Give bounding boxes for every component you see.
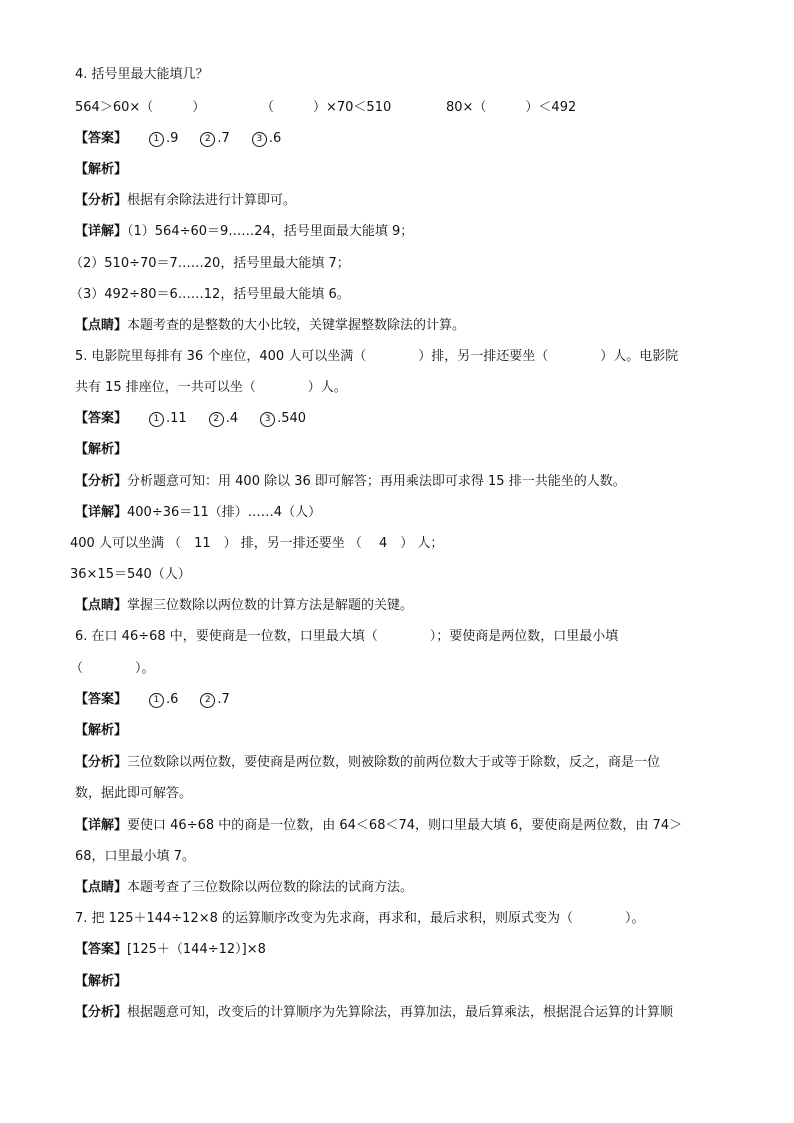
xiangjie-text: 要使口 46÷68 中的商是一位数，由 64＜68＜74，则口里最大填 6，要使商是两位数，由 74＞ bbox=[127, 818, 683, 833]
q6-dianjing bbox=[75, 879, 413, 897]
q4-expr2: （ ）×70＜510 bbox=[261, 100, 392, 115]
q5-analysis-tag: 【解析】 bbox=[75, 442, 128, 457]
xiangjie-tag: 【详解】 bbox=[75, 818, 128, 833]
dianjing-tag: 【点睛】 bbox=[75, 318, 128, 333]
answer-value: .7 bbox=[217, 692, 230, 707]
answer-item bbox=[149, 410, 187, 428]
q6-xiangjie-2: 68，口里最小填 7。 bbox=[75, 849, 195, 864]
answer-item bbox=[200, 130, 229, 148]
q7-analysis-tag: 【解析】 bbox=[75, 974, 128, 989]
answer-tag: 【答案】 bbox=[75, 692, 128, 707]
q4-expressions bbox=[75, 99, 576, 117]
answer-value: .9 bbox=[166, 131, 179, 146]
q7-fenxi bbox=[75, 1004, 673, 1022]
q5-answer bbox=[75, 410, 306, 428]
answer-item bbox=[200, 691, 229, 709]
answer-item bbox=[209, 410, 238, 428]
circled-number: 3 bbox=[260, 412, 275, 427]
fenxi-text: 根据题意可知，改变后的计算顺序为先算除法，再算加法，最后算乘法，根据混合运算的计算顺 bbox=[127, 1005, 674, 1020]
q5-xiangjie bbox=[75, 504, 321, 522]
q5-fenxi bbox=[75, 473, 626, 491]
answer-item bbox=[149, 130, 178, 148]
answer-value: .4 bbox=[225, 411, 239, 426]
q5-dianjing bbox=[75, 597, 413, 615]
xiangjie-tag: 【详解】 bbox=[75, 224, 128, 239]
fenxi-text: 分析题意可知：用 400 除以 36 即可解答；再用乘法即可求得 15 排一共能坐的人数。 bbox=[127, 474, 626, 489]
q5-xiangjie-2: 400 人可以坐满 （ 11 ） 排，另一排还要坐 （ 4 ） 人； bbox=[70, 536, 444, 551]
answer-item bbox=[252, 130, 281, 148]
q7-title: 7. 把 125＋144÷12×8 的运算顺序改变为先求商，再求和，最后求积，则原式变为（ ）。 bbox=[75, 911, 645, 926]
q4-title: 4. 括号里最大能填几？ bbox=[75, 67, 209, 82]
answer-item bbox=[149, 691, 178, 709]
q7-answer bbox=[75, 941, 266, 959]
answer-value: .11 bbox=[166, 411, 187, 426]
q5-title-1: 5. 电影院里每排有 36 个座位，400 人可以坐满（ ）排，另一排还要坐（ ）人。电影院 bbox=[75, 349, 679, 364]
q6-xiangjie bbox=[75, 817, 682, 835]
q4-expr3: 80×（ ）＜492 bbox=[446, 100, 577, 115]
q4-xiangjie-3: （3）492÷80＝6……12，括号里最大能填 6。 bbox=[70, 287, 350, 302]
answer-tag: 【答案】 bbox=[75, 942, 128, 957]
xiangjie-text: 400÷36＝11（排）……4（人） bbox=[127, 505, 322, 520]
answer-value: .540 bbox=[277, 411, 307, 426]
q6-title-1: 6. 在口 46÷68 中，要使商是一位数，口里最大填（ ）；要使商是两位数，口里最小填 bbox=[75, 629, 619, 644]
q6-fenxi-2: 数，据此即可解答。 bbox=[75, 786, 193, 801]
answer-value: .6 bbox=[268, 131, 282, 146]
answer-tag: 【答案】 bbox=[75, 131, 128, 146]
answer-value: .7 bbox=[217, 131, 230, 146]
q4-xiangjie-2: （2）510÷70＝7……20，括号里最大能填 7； bbox=[70, 256, 350, 271]
fenxi-tag: 【分析】 bbox=[75, 1005, 128, 1020]
circled-number: 1 bbox=[149, 132, 164, 147]
answer-item bbox=[260, 410, 306, 428]
fenxi-text: 根据有余除法进行计算即可。 bbox=[127, 193, 297, 208]
q4-answer bbox=[75, 130, 281, 148]
q4-analysis-tag: 【解析】 bbox=[75, 162, 128, 177]
circled-number: 2 bbox=[209, 412, 224, 427]
circled-number: 1 bbox=[149, 693, 164, 708]
circled-number: 1 bbox=[149, 412, 164, 427]
q4-fenxi bbox=[75, 192, 296, 210]
q4-dianjing bbox=[75, 317, 465, 335]
dianjing-text: 本题考查的是整数的大小比较，关键掌握整数除法的计算。 bbox=[127, 318, 466, 333]
q6-title-2: （ ）。 bbox=[70, 661, 155, 676]
fenxi-tag: 【分析】 bbox=[75, 193, 128, 208]
q5-title-2: 共有 15 排座位，一共可以坐（ ）人。 bbox=[75, 380, 347, 395]
circled-number: 2 bbox=[200, 693, 215, 708]
q5-xiangjie-3: 36×15＝540（人） bbox=[70, 567, 191, 582]
q6-fenxi bbox=[75, 754, 660, 772]
answer-tag: 【答案】 bbox=[75, 411, 128, 426]
fenxi-text: 三位数除以两位数，要使商是两位数，则被除数的前两位数大于或等于除数，反之，商是一位 bbox=[127, 755, 661, 770]
q4-expr1: 564＞60×（ ） bbox=[75, 100, 206, 115]
q6-answer bbox=[75, 691, 230, 709]
xiangjie-tag: 【详解】 bbox=[75, 505, 128, 520]
dianjing-text: 本题考查了三位数除以两位数的除法的试商方法。 bbox=[127, 880, 414, 895]
answer-value: .6 bbox=[166, 692, 179, 707]
circled-number: 3 bbox=[252, 132, 267, 147]
dianjing-tag: 【点睛】 bbox=[75, 598, 128, 613]
dianjing-tag: 【点睛】 bbox=[75, 880, 128, 895]
dianjing-text: 掌握三位数除以两位数的计算方法是解题的关键。 bbox=[127, 598, 414, 613]
xiangjie-text: （1）564÷60＝9……24，括号里面最大能填 9； bbox=[127, 224, 414, 239]
circled-number: 2 bbox=[200, 132, 215, 147]
answer-value: [125＋（144÷12）]×8 bbox=[127, 942, 266, 957]
fenxi-tag: 【分析】 bbox=[75, 474, 128, 489]
fenxi-tag: 【分析】 bbox=[75, 755, 128, 770]
q4-xiangjie bbox=[75, 223, 413, 241]
q6-analysis-tag: 【解析】 bbox=[75, 723, 128, 738]
